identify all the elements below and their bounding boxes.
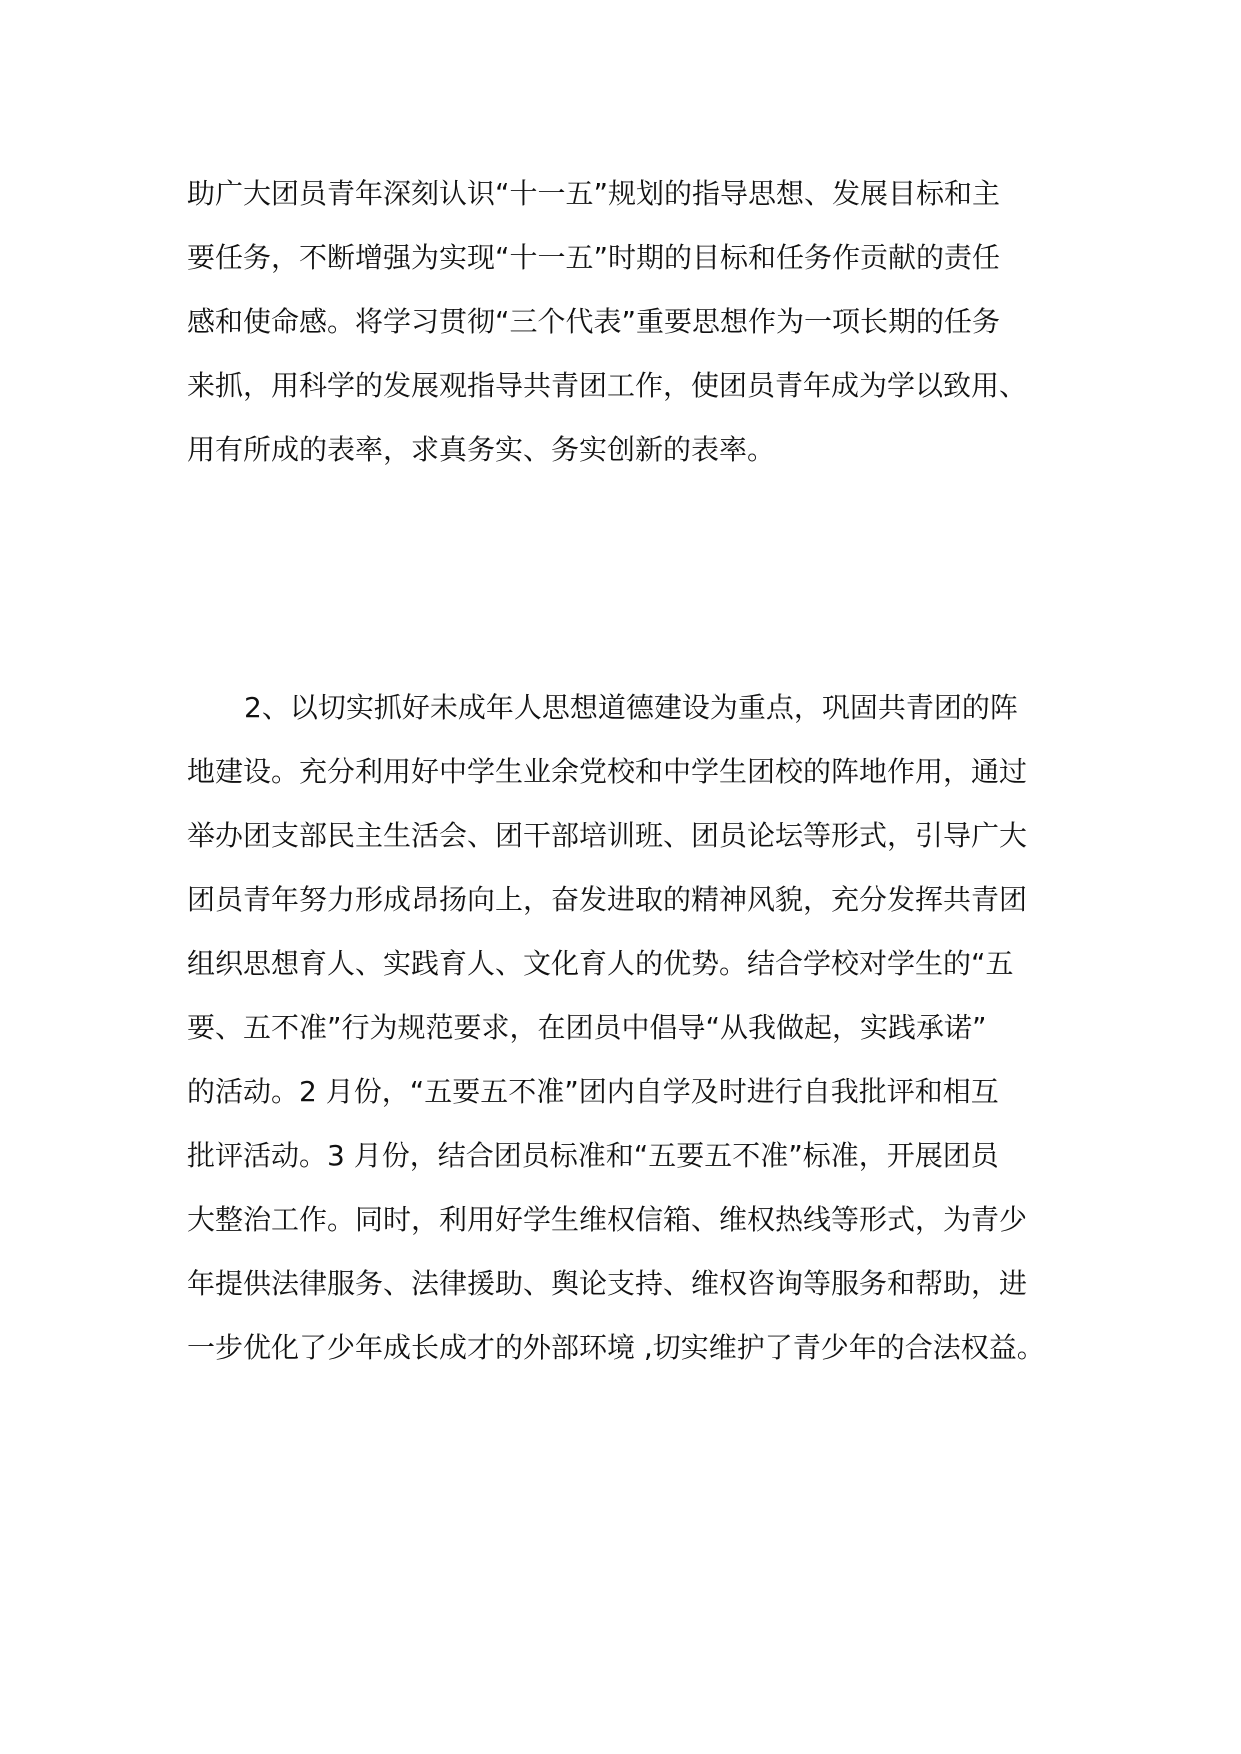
text-line: 举办团支部民主生活会、团干部培训班、团员论坛等形式，引导广大 — [187, 819, 1028, 852]
text-line-indented: 2、以切实抓好未成年人思想道德建设为重点，巩固共青团的阵 — [244, 691, 1018, 724]
text-line: 要、五不准”行为规范要求，在团员中倡导“从我做起，实践承诺” — [187, 1011, 987, 1044]
text-line: 组织思想育人、实践育人、文化育人的优势。结合学校对学生的“五 — [187, 947, 1014, 980]
text-line: 要任务，不断增强为实现“十一五”时期的目标和任务作贡献的责任 — [187, 241, 1001, 274]
paragraph-2 — [187, 676, 1067, 1380]
text-line: 用有所成的表率，求真务实、务实创新的表率。 — [187, 433, 776, 466]
text-line: 地建设。充分利用好中学生业余党校和中学生团校的阵地作用，通过 — [187, 755, 1028, 788]
text-line: 团员青年努力形成昂扬向上，奋发进取的精神风貌，充分发挥共青团 — [187, 883, 1028, 916]
text-line: 感和使命感。将学习贯彻“三个代表”重要思想作为一项长期的任务 — [187, 305, 1001, 338]
text-line: 来抓，用科学的发展观指导共青团工作，使团员青年成为学以致用、 — [187, 369, 1028, 402]
text-line: 批评活动。3 月份，结合团员标准和“五要五不准”标准，开展团员 — [187, 1139, 999, 1172]
text-line: 年提供法律服务、法律援助、舆论支持、维权咨询等服务和帮助，进 — [187, 1267, 1028, 1300]
text-line: 一步优化了少年成长成才的外部环境 ,切实维护了青少年的合法权益。 — [187, 1331, 1045, 1364]
paragraph-1 — [187, 162, 1067, 482]
text-line: 的活动。2 月份，“五要五不准”团内自学及时进行自我批评和相互 — [187, 1075, 999, 1108]
text-line: 大整治工作。同时，利用好学生维权信箱、维权热线等形式，为青少 — [187, 1203, 1028, 1236]
text-line: 助广大团员青年深刻认识“十一五”规划的指导思想、发展目标和主 — [187, 177, 1001, 210]
